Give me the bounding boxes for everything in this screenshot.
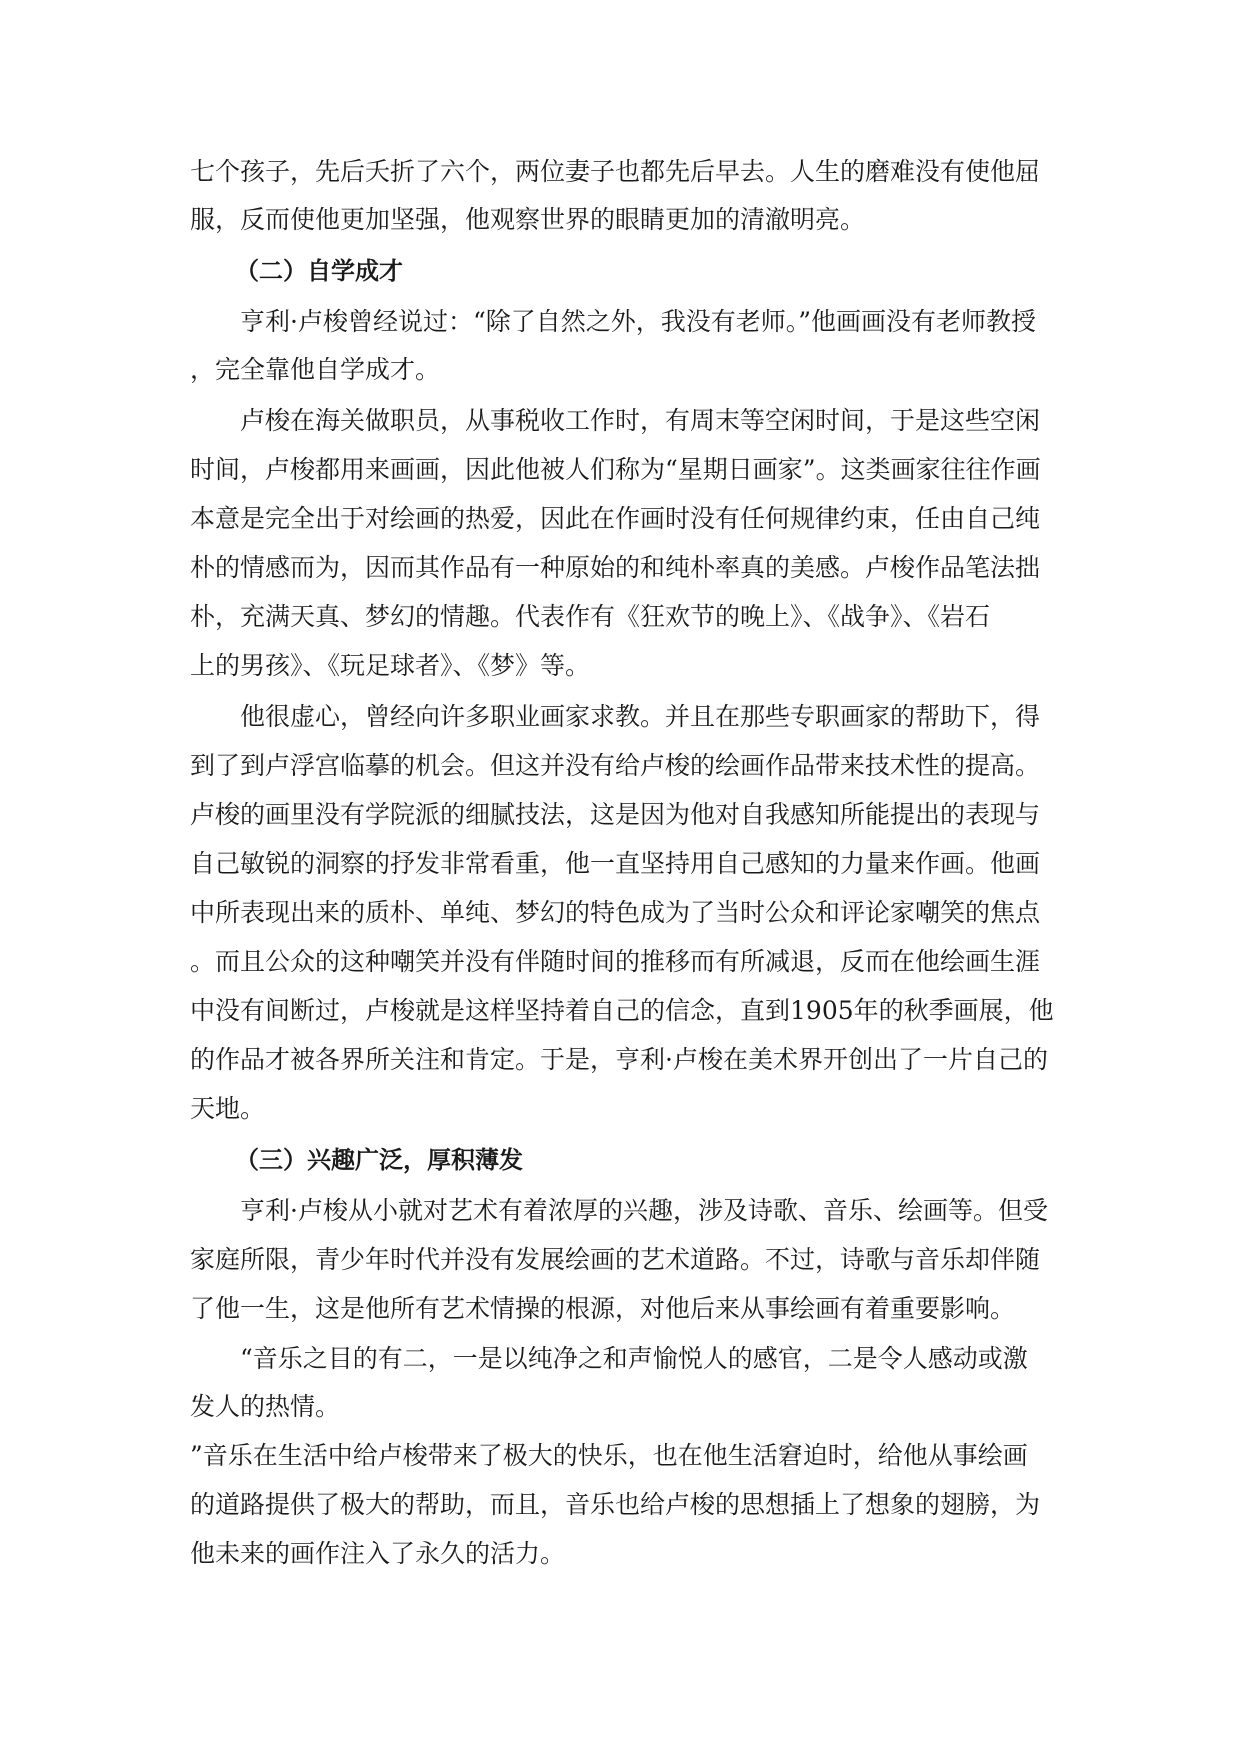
text-line: 到了到卢浮宫临摹的机会。但这并没有给卢梭的绘画作品带来技术性的提高。 xyxy=(190,751,1041,780)
text-line: 他未来的画作注入了永久的活力。 xyxy=(190,1539,566,1568)
text-line: 自己敏锐的洞察的抒发非常看重，他一直坚持用自己感知的力量来作画。他画 xyxy=(190,849,1041,878)
text-line: 的作品才被各界所关注和肯定。于是，亨利·卢梭在美术界开创出了一片自己的 xyxy=(190,1045,1048,1074)
text-line: 卢梭的画里没有学院派的细腻技法，这是因为他对自我感知所能提出的表现与 xyxy=(190,800,1041,829)
text-line: 卢梭在海关做职员，从事税收工作时，有周末等空闲时间，于是这些空闲 xyxy=(240,406,1041,435)
text-line: 的道路提供了极大的帮助，而且，音乐也给卢梭的思想插上了想象的翅膀，为 xyxy=(190,1490,1041,1519)
text-line: 七个孩子，先后夭折了六个，两位妻子也都先后早去。人生的磨难没有使他屈 xyxy=(190,157,1041,186)
text-line: 发人的热情。 xyxy=(190,1392,341,1421)
text-line: 亨利·卢梭曾经说过：“除了自然之外，我没有老师。”他画画没有老师教授 xyxy=(240,307,1037,336)
text-line: 亨利·卢梭从小就对艺术有着浓厚的兴趣，涉及诗歌、音乐、绘画等。但受 xyxy=(240,1196,1048,1225)
text-line: 。而且公众的这种嘲笑并没有伴随时间的推移而有所减退，反而在他绘画生涯 xyxy=(190,947,1041,976)
text-line: ，完全靠他自学成才。 xyxy=(190,355,441,384)
text-line: 中所表现出来的质朴、单纯、梦幻的特色成为了当时公众和评论家嘲笑的焦点 xyxy=(190,898,1041,927)
text-line: 了他一生，这是他所有艺术情操的根源，对他后来从事绘画有着重要影响。 xyxy=(190,1294,1016,1323)
text-line: ”音乐在生活中给卢梭带来了极大的快乐，也在他生活窘迫时，给他从事绘画 xyxy=(190,1441,1028,1470)
text-line: 他很虚心，曾经向许多职业画家求教。并且在那些专职画家的帮助下，得 xyxy=(240,702,1041,731)
section-heading: （三）兴趣广泛，厚积薄发 xyxy=(235,1146,523,1174)
text-line: 时间，卢梭都用来画画，因此他被人们称为“星期日画家”。这类画家往往作画 xyxy=(190,455,1041,484)
text-line: 服，反而使他更加坚强，他观察世界的眼睛更加的清澈明亮。 xyxy=(190,205,866,234)
text-line: 中没有间断过，卢梭就是这样坚持着自己的信念，直到1905年的秋季画展，他 xyxy=(190,996,1054,1025)
text-line: “音乐之目的有二，一是以纯净之和声愉悦人的感官，二是令人感动或激 xyxy=(240,1344,1028,1373)
text-line: 上的男孩》、《玩足球者》、《梦》等。 xyxy=(190,651,591,680)
section-heading: （二）自学成才 xyxy=(235,257,403,285)
text-line: 天地。 xyxy=(190,1094,266,1123)
text-line: 本意是完全出于对绘画的热爱，因此在作画时没有任何规律约束，任由自己纯 xyxy=(190,504,1041,533)
text-line: 朴的情感而为，因而其作品有一种原始的和纯朴率真的美感。卢梭作品笔法拙 xyxy=(190,553,1041,582)
text-line: 家庭所限，青少年时代并没有发展绘画的艺术道路。不过，诗歌与音乐却伴随 xyxy=(190,1245,1041,1274)
text-line: 朴，充满天真、梦幻的情趣。代表作有《狂欢节的晚上》、《战争》、《岩石 xyxy=(190,602,991,631)
